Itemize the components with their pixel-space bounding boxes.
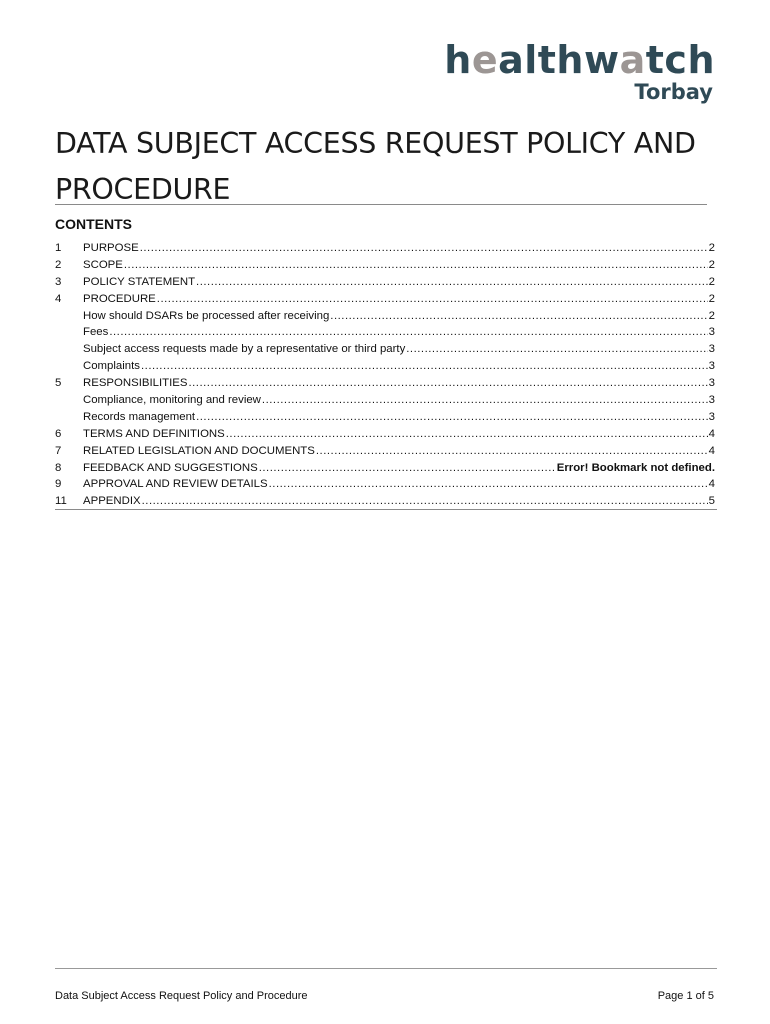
toc-entry-title: FEEDBACK AND SUGGESTIONS bbox=[83, 461, 258, 474]
healthwatch-logo bbox=[444, 40, 715, 104]
toc-entry-page: 4 bbox=[708, 478, 715, 491]
toc-entry-number: 8 bbox=[55, 461, 62, 474]
toc-entry[interactable] bbox=[55, 392, 715, 409]
toc-entry-title: SCOPE bbox=[83, 258, 123, 271]
toc-entry[interactable] bbox=[55, 324, 715, 341]
toc-leader-dots bbox=[269, 476, 708, 493]
toc-entry-title: Fees bbox=[83, 326, 109, 339]
toc-entry-title: Records management bbox=[83, 410, 196, 423]
toc-leader-dots bbox=[142, 493, 708, 510]
toc-entry-number: 11 bbox=[55, 495, 67, 508]
toc-entry-title: Subject access requests made by a representative or third party bbox=[83, 343, 406, 356]
toc-entry[interactable] bbox=[55, 291, 715, 308]
toc-entry-page: 2 bbox=[708, 309, 715, 322]
toc-leader-dots bbox=[188, 375, 707, 392]
toc-entry[interactable] bbox=[55, 257, 715, 274]
toc-entry[interactable] bbox=[55, 476, 715, 493]
toc-entry-title: Complaints bbox=[83, 360, 140, 373]
toc-entry-number: 6 bbox=[55, 427, 62, 440]
toc-entry-number: 5 bbox=[55, 377, 62, 390]
toc-entry-number: 1 bbox=[55, 242, 62, 254]
toc-entry-page: 3 bbox=[708, 410, 715, 423]
toc-leader-dots bbox=[141, 358, 708, 375]
toc-entry[interactable] bbox=[55, 493, 715, 510]
toc-entry[interactable] bbox=[55, 308, 715, 325]
toc-entry-number: 4 bbox=[55, 292, 62, 305]
toc-entry-title: APPENDIX bbox=[83, 495, 141, 508]
toc-entry-page: 2 bbox=[708, 292, 715, 305]
toc-leader-dots bbox=[109, 324, 707, 341]
toc-entry-page: Error! Bookmark not defined. bbox=[556, 461, 715, 474]
table-of-contents bbox=[55, 240, 715, 510]
toc-entry[interactable] bbox=[55, 375, 715, 392]
toc-entry-title: PROCEDURE bbox=[83, 292, 156, 305]
toc-leader-dots bbox=[406, 341, 707, 358]
toc-entry-page: 4 bbox=[708, 444, 715, 457]
toc-entry-page: 4 bbox=[708, 427, 715, 440]
toc-entry-page: 3 bbox=[708, 394, 715, 407]
toc-leader-dots bbox=[259, 460, 556, 477]
toc-entry-title: APPROVAL AND REVIEW DETAILS bbox=[83, 478, 268, 491]
title-divider bbox=[55, 204, 707, 205]
footer-page-number: Page 1 of 5 bbox=[657, 990, 714, 1002]
toc-entry-title: Compliance, monitoring and review bbox=[83, 394, 261, 407]
toc-leader-dots bbox=[157, 291, 708, 308]
contents-heading: CONTENTS bbox=[55, 216, 132, 232]
toc-entry[interactable] bbox=[55, 341, 715, 358]
toc-entry[interactable] bbox=[55, 240, 715, 257]
logo-subtitle: Torbay bbox=[634, 80, 713, 104]
toc-entry-number: 3 bbox=[55, 275, 62, 288]
toc-leader-dots bbox=[140, 240, 708, 257]
toc-entry-number: 7 bbox=[55, 444, 62, 457]
toc-entry-title: RESPONSIBILITIES bbox=[83, 377, 188, 390]
toc-leader-dots bbox=[262, 392, 708, 409]
toc-entry-title: RELATED LEGISLATION AND DOCUMENTS bbox=[83, 444, 315, 457]
toc-entry-number: 2 bbox=[55, 258, 62, 271]
contents-divider bbox=[55, 509, 717, 510]
toc-entry-page: 2 bbox=[708, 258, 715, 271]
toc-entry-page: 2 bbox=[708, 242, 715, 254]
toc-entry-page: 2 bbox=[708, 275, 715, 288]
toc-leader-dots bbox=[124, 257, 708, 274]
toc-entry-page: 5 bbox=[708, 495, 715, 508]
document-title: DATA SUBJECT ACCESS REQUEST POLICY AND PROCEDURE bbox=[55, 127, 696, 206]
toc-entry-title: TERMS AND DEFINITIONS bbox=[83, 427, 225, 440]
toc-entry-page: 3 bbox=[708, 360, 715, 373]
toc-entry-page: 3 bbox=[708, 343, 715, 356]
toc-entry[interactable] bbox=[55, 274, 715, 291]
toc-entry-page: 3 bbox=[708, 326, 715, 339]
toc-entry[interactable] bbox=[55, 426, 715, 443]
toc-entry[interactable] bbox=[55, 409, 715, 426]
footer-divider bbox=[55, 968, 717, 969]
toc-entry[interactable] bbox=[55, 443, 715, 460]
toc-leader-dots bbox=[226, 426, 708, 443]
toc-leader-dots bbox=[196, 409, 708, 426]
toc-entry[interactable] bbox=[55, 358, 715, 375]
toc-leader-dots bbox=[316, 443, 708, 460]
toc-entry-title: PURPOSE bbox=[83, 242, 139, 254]
toc-leader-dots bbox=[330, 308, 707, 325]
toc-entry-title: POLICY STATEMENT bbox=[83, 275, 196, 288]
toc-entry[interactable] bbox=[55, 460, 715, 477]
toc-entry-title: How should DSARs be processed after receiving bbox=[83, 309, 330, 322]
toc-leader-dots bbox=[196, 274, 708, 291]
footer-document-name: Data Subject Access Request Policy and Procedure bbox=[55, 990, 308, 1002]
toc-entry-page: 3 bbox=[708, 377, 715, 390]
toc-entry-number: 9 bbox=[55, 478, 62, 491]
logo-wordmark: healthwatch bbox=[444, 38, 715, 82]
